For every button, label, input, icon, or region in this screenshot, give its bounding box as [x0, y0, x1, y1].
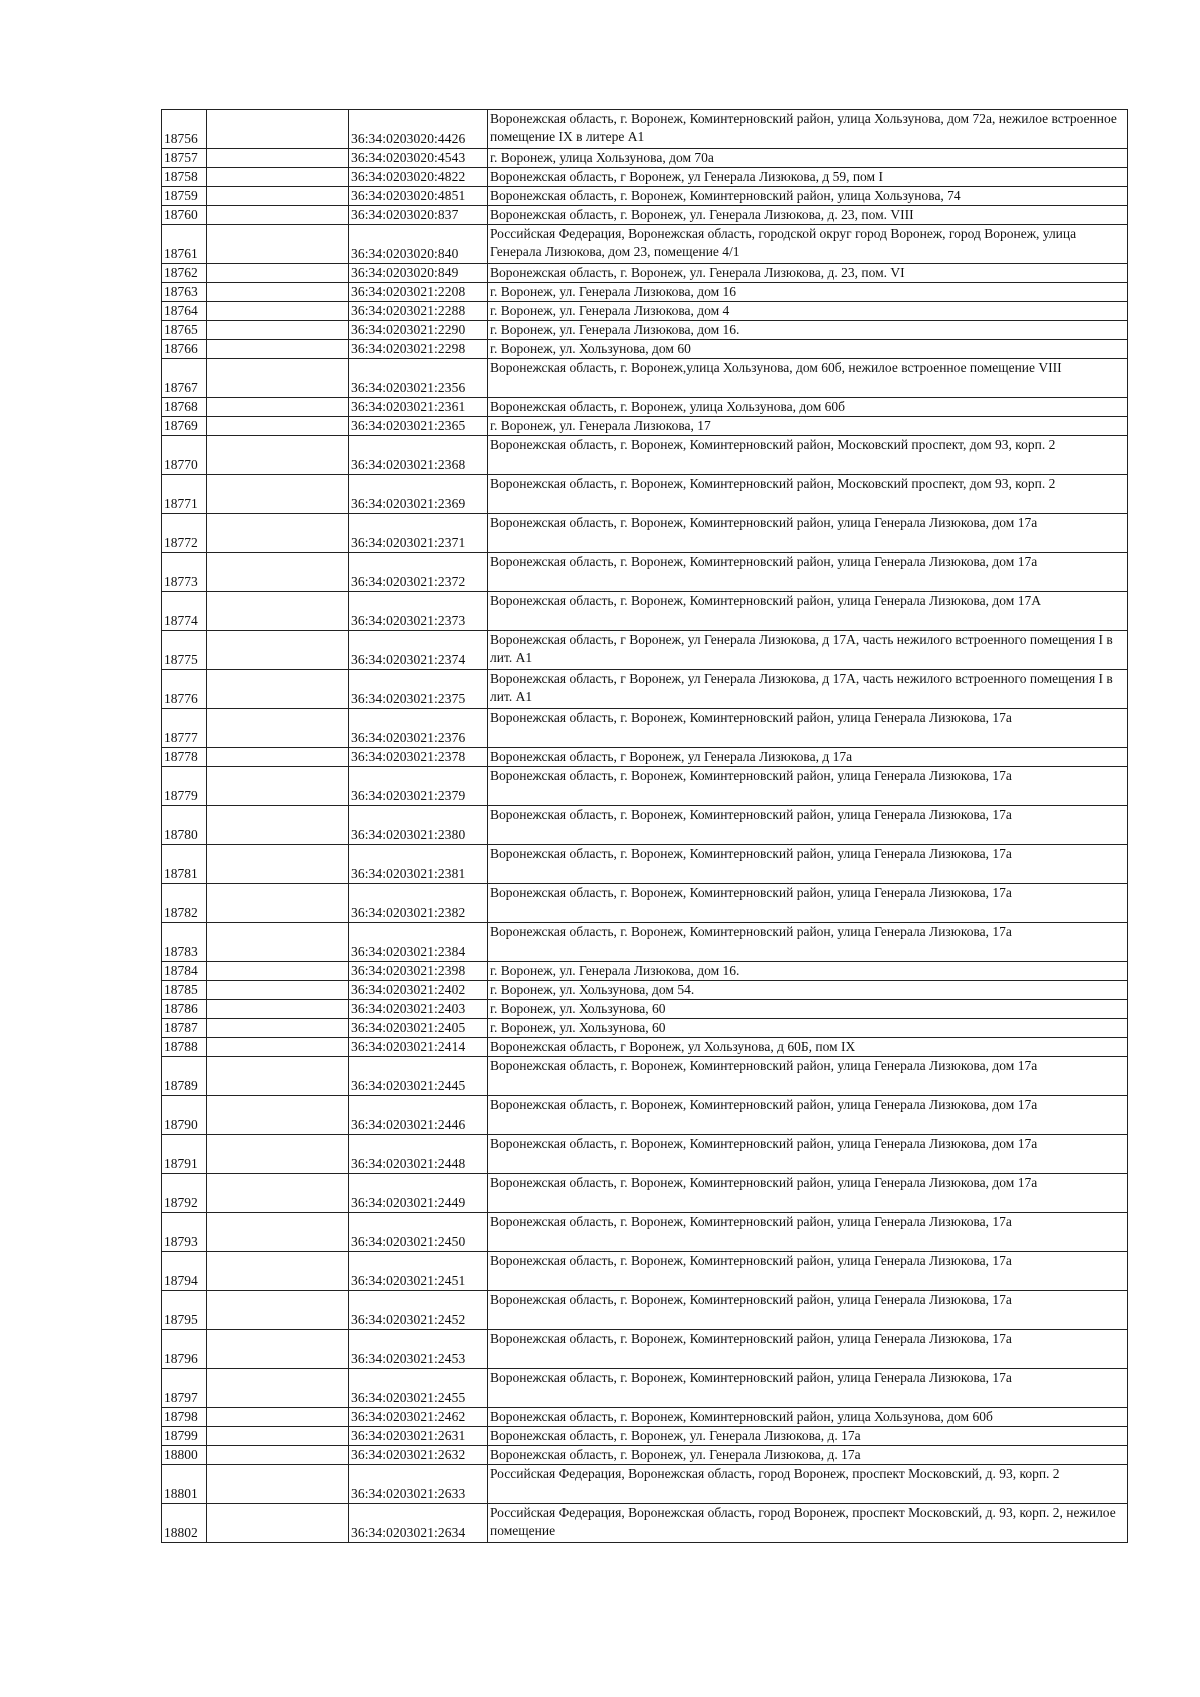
table-row: [162, 1408, 1128, 1427]
record-number-cell: 18786: [162, 1000, 207, 1019]
cadastral-number-cell: 36:34:0203021:2455: [349, 1369, 488, 1408]
record-number-cell: 18759: [162, 187, 207, 206]
table-row: [162, 1135, 1128, 1174]
cadastral-number-cell: 36:34:0203021:2208: [349, 283, 488, 302]
empty-cell: [207, 1330, 349, 1369]
table-row: [162, 436, 1128, 475]
record-number-cell: 18782: [162, 884, 207, 923]
record-number-cell: 18770: [162, 436, 207, 475]
address-cell: Воронежская область, г. Воронеж, Коминтерновский район, улица Генерала Лизюкова, дом 17а: [488, 1057, 1128, 1096]
address-cell: г. Воронеж, ул. Генерала Лизюкова, 17: [488, 417, 1128, 436]
cadastral-number-cell: 36:34:0203021:2298: [349, 340, 488, 359]
table-row: [162, 475, 1128, 514]
table-row: [162, 923, 1128, 962]
cadastral-number-cell: 36:34:0203021:2373: [349, 592, 488, 631]
record-number-cell: 18796: [162, 1330, 207, 1369]
empty-cell: [207, 187, 349, 206]
address-cell: Воронежская область, г Воронеж, ул Хользунова, д 60Б, пом IX: [488, 1038, 1128, 1057]
record-number-cell: 18771: [162, 475, 207, 514]
address-cell: Воронежская область, г. Воронеж, улица Хользунова, дом 60б: [488, 398, 1128, 417]
table-row: [162, 514, 1128, 553]
record-number-cell: 18758: [162, 168, 207, 187]
cadastral-number-cell: 36:34:0203021:2449: [349, 1174, 488, 1213]
address-cell: г. Воронеж, ул. Генерала Лизюкова, дом 16.: [488, 962, 1128, 981]
record-number-cell: 18769: [162, 417, 207, 436]
address-cell: г. Воронеж, ул. Хользунова, 60: [488, 1000, 1128, 1019]
table-row: [162, 398, 1128, 417]
table-row: [162, 748, 1128, 767]
cadastral-number-cell: 36:34:0203021:2451: [349, 1252, 488, 1291]
table-row: [162, 1019, 1128, 1038]
cadastral-number-cell: 36:34:0203021:2462: [349, 1408, 488, 1427]
cadastral-number-cell: 36:34:0203021:2450: [349, 1213, 488, 1252]
cadastral-number-cell: 36:34:0203021:2448: [349, 1135, 488, 1174]
empty-cell: [207, 1504, 349, 1543]
table-row: [162, 1504, 1128, 1543]
table-row: [162, 1252, 1128, 1291]
cadastral-number-cell: 36:34:0203021:2369: [349, 475, 488, 514]
empty-cell: [207, 1427, 349, 1446]
cadastral-number-cell: 36:34:0203020:837: [349, 206, 488, 225]
table-row: [162, 845, 1128, 884]
address-cell: Воронежская область, г Воронеж, ул Генерала Лизюкова, д 17А, часть нежилого встроенного помещения I в лит. А1: [488, 670, 1128, 709]
empty-cell: [207, 884, 349, 923]
address-cell: Воронежская область, г. Воронеж, ул. Генерала Лизюкова, д. 23, пом. VI: [488, 264, 1128, 283]
record-number-cell: 18774: [162, 592, 207, 631]
empty-cell: [207, 981, 349, 1000]
cadastral-number-cell: 36:34:0203021:2379: [349, 767, 488, 806]
record-number-cell: 18766: [162, 340, 207, 359]
address-cell: Воронежская область, г. Воронеж, Коминтерновский район, улица Генерала Лизюкова, дом 17а: [488, 514, 1128, 553]
record-number-cell: 18795: [162, 1291, 207, 1330]
table-row: [162, 767, 1128, 806]
record-number-cell: 18798: [162, 1408, 207, 1427]
cadastral-number-cell: 36:34:0203021:2372: [349, 553, 488, 592]
record-number-cell: 18760: [162, 206, 207, 225]
table-row: [162, 1330, 1128, 1369]
address-cell: г. Воронеж, ул. Генерала Лизюкова, дом 16: [488, 283, 1128, 302]
address-cell: Воронежская область, г. Воронеж, Коминтерновский район, улица Генерала Лизюкова, 17а: [488, 845, 1128, 884]
table-row: [162, 1291, 1128, 1330]
table-row: [162, 359, 1128, 398]
record-number-cell: 18776: [162, 670, 207, 709]
cadastral-number-cell: 36:34:0203021:2288: [349, 302, 488, 321]
address-cell: Российская Федерация, Воронежская область, город Воронеж, проспект Московский, д. 93, корп. 2: [488, 1465, 1128, 1504]
cadastral-number-cell: 36:34:0203021:2405: [349, 1019, 488, 1038]
address-cell: Воронежская область, г. Воронеж,улица Хользунова, дом 60б, нежилое встроенное помещение VIII: [488, 359, 1128, 398]
empty-cell: [207, 1019, 349, 1038]
cadastral-number-cell: 36:34:0203021:2402: [349, 981, 488, 1000]
address-cell: Воронежская область, г. Воронеж, Коминтерновский район, улица Генерала Лизюкова, 17а: [488, 884, 1128, 923]
cadastral-number-cell: 36:34:0203020:4543: [349, 149, 488, 168]
record-number-cell: 18777: [162, 709, 207, 748]
table-row: [162, 302, 1128, 321]
empty-cell: [207, 1135, 349, 1174]
cadastral-number-cell: 36:34:0203020:4426: [349, 110, 488, 149]
table-row: [162, 1057, 1128, 1096]
table-row: [162, 417, 1128, 436]
empty-cell: [207, 1000, 349, 1019]
address-cell: Воронежская область, г. Воронеж, ул. Генерала Лизюкова, д. 17а: [488, 1446, 1128, 1465]
empty-cell: [207, 1213, 349, 1252]
address-cell: Воронежская область, г. Воронеж, Коминтерновский район, Московский проспект, дом 93, корп. 2: [488, 436, 1128, 475]
empty-cell: [207, 302, 349, 321]
record-number-cell: 18802: [162, 1504, 207, 1543]
empty-cell: [207, 923, 349, 962]
table-row: [162, 283, 1128, 302]
table-row: [162, 321, 1128, 340]
record-number-cell: 18763: [162, 283, 207, 302]
record-number-cell: 18781: [162, 845, 207, 884]
cadastral-number-cell: 36:34:0203021:2365: [349, 417, 488, 436]
address-cell: г. Воронеж, ул. Хользунова, 60: [488, 1019, 1128, 1038]
empty-cell: [207, 110, 349, 149]
address-cell: Воронежская область, г. Воронеж, Коминтерновский район, улица Генерала Лизюкова, 17а: [488, 1291, 1128, 1330]
record-number-cell: 18797: [162, 1369, 207, 1408]
record-number-cell: 18801: [162, 1465, 207, 1504]
cadastral-number-cell: 36:34:0203021:2445: [349, 1057, 488, 1096]
empty-cell: [207, 398, 349, 417]
cadastral-number-cell: 36:34:0203021:2634: [349, 1504, 488, 1543]
record-number-cell: 18764: [162, 302, 207, 321]
cadastral-number-cell: 36:34:0203020:840: [349, 225, 488, 264]
cadastral-number-cell: 36:34:0203021:2452: [349, 1291, 488, 1330]
table-row: [162, 1096, 1128, 1135]
cadastral-number-cell: 36:34:0203021:2632: [349, 1446, 488, 1465]
table-row: [162, 206, 1128, 225]
address-cell: Воронежская область, г. Воронеж, Коминтерновский район, улица Хользунова, 74: [488, 187, 1128, 206]
record-number-cell: 18761: [162, 225, 207, 264]
address-cell: Воронежская область, г. Воронеж, Коминтерновский район, улица Генерала Лизюкова, дом 17А: [488, 592, 1128, 631]
table-row: [162, 225, 1128, 264]
address-cell: г. Воронеж, ул. Хользунова, дом 54.: [488, 981, 1128, 1000]
table-row: [162, 1465, 1128, 1504]
table-row: [162, 884, 1128, 923]
table-row: [162, 1369, 1128, 1408]
record-number-cell: 18765: [162, 321, 207, 340]
record-number-cell: 18783: [162, 923, 207, 962]
empty-cell: [207, 670, 349, 709]
empty-cell: [207, 283, 349, 302]
record-number-cell: 18790: [162, 1096, 207, 1135]
cadastral-number-cell: 36:34:0203021:2361: [349, 398, 488, 417]
cadastral-number-cell: 36:34:0203021:2356: [349, 359, 488, 398]
table-row: [162, 149, 1128, 168]
empty-cell: [207, 592, 349, 631]
empty-cell: [207, 1038, 349, 1057]
address-cell: Воронежская область, г. Воронеж, Коминтерновский район, улица Генерала Лизюкова, 17а: [488, 1369, 1128, 1408]
address-cell: Воронежская область, г. Воронеж, Коминтерновский район, улица Генерала Лизюкова, 17а: [488, 923, 1128, 962]
table-row: [162, 264, 1128, 283]
cadastral-number-cell: 36:34:0203021:2398: [349, 962, 488, 981]
record-number-cell: 18785: [162, 981, 207, 1000]
table-row: [162, 631, 1128, 670]
address-cell: Российская Федерация, Воронежская область, городской округ город Воронеж, город Воронеж, улица Генерала Лизюкова, дом 23, помещение 4/1: [488, 225, 1128, 264]
empty-cell: [207, 206, 349, 225]
empty-cell: [207, 806, 349, 845]
empty-cell: [207, 709, 349, 748]
address-cell: Воронежская область, г. Воронеж, Коминтерновский район, улица Генерала Лизюкова, 17а: [488, 767, 1128, 806]
record-number-cell: 18772: [162, 514, 207, 553]
address-cell: Воронежская область, г. Воронеж, Коминтерновский район, улица Генерала Лизюкова, дом 17а: [488, 1174, 1128, 1213]
cadastral-number-cell: 36:34:0203021:2403: [349, 1000, 488, 1019]
empty-cell: [207, 748, 349, 767]
record-number-cell: 18757: [162, 149, 207, 168]
record-number-cell: 18789: [162, 1057, 207, 1096]
record-number-cell: 18792: [162, 1174, 207, 1213]
empty-cell: [207, 514, 349, 553]
empty-cell: [207, 962, 349, 981]
empty-cell: [207, 340, 349, 359]
table-body: [162, 110, 1128, 1543]
empty-cell: [207, 417, 349, 436]
empty-cell: [207, 1096, 349, 1135]
address-cell: Воронежская область, г. Воронеж, ул. Генерала Лизюкова, д. 23, пом. VIII: [488, 206, 1128, 225]
address-cell: Воронежская область, г Воронеж, ул Генерала Лизюкова, д 59, пом I: [488, 168, 1128, 187]
cadastral-number-cell: 36:34:0203021:2633: [349, 1465, 488, 1504]
record-number-cell: 18791: [162, 1135, 207, 1174]
address-cell: г. Воронеж, ул. Генерала Лизюкова, дом 4: [488, 302, 1128, 321]
address-cell: Воронежская область, г Воронеж, ул Генерала Лизюкова, д 17А, часть нежилого встроенного помещения I в лит. А1: [488, 631, 1128, 670]
address-cell: Российская Федерация, Воронежская область, город Воронеж, проспект Московский, д. 93, корп. 2, нежилое помещение: [488, 1504, 1128, 1543]
cadastral-number-cell: 36:34:0203021:2631: [349, 1427, 488, 1446]
cadastral-number-cell: 36:34:0203021:2368: [349, 436, 488, 475]
empty-cell: [207, 1291, 349, 1330]
table-row: [162, 962, 1128, 981]
record-number-cell: 18778: [162, 748, 207, 767]
record-number-cell: 18800: [162, 1446, 207, 1465]
table-row: [162, 1000, 1128, 1019]
empty-cell: [207, 475, 349, 514]
address-cell: Воронежская область, г Воронеж, ул Генерала Лизюкова, д 17а: [488, 748, 1128, 767]
empty-cell: [207, 321, 349, 340]
table-row: [162, 168, 1128, 187]
empty-cell: [207, 1369, 349, 1408]
empty-cell: [207, 631, 349, 670]
empty-cell: [207, 1446, 349, 1465]
table-row: [162, 553, 1128, 592]
cadastral-number-cell: 36:34:0203021:2446: [349, 1096, 488, 1135]
table-row: [162, 709, 1128, 748]
cadastral-number-cell: 36:34:0203021:2414: [349, 1038, 488, 1057]
address-cell: Воронежская область, г. Воронеж, Коминтерновский район, улица Генерала Лизюкова, 17а: [488, 806, 1128, 845]
empty-cell: [207, 1252, 349, 1291]
empty-cell: [207, 149, 349, 168]
empty-cell: [207, 264, 349, 283]
cadastral-number-cell: 36:34:0203020:4822: [349, 168, 488, 187]
table-row: [162, 981, 1128, 1000]
table-row: [162, 1174, 1128, 1213]
cadastral-number-cell: 36:34:0203021:2376: [349, 709, 488, 748]
empty-cell: [207, 1408, 349, 1427]
record-number-cell: 18793: [162, 1213, 207, 1252]
record-number-cell: 18762: [162, 264, 207, 283]
table-row: [162, 806, 1128, 845]
empty-cell: [207, 225, 349, 264]
cadastral-number-cell: 36:34:0203021:2384: [349, 923, 488, 962]
cadastral-number-cell: 36:34:0203021:2378: [349, 748, 488, 767]
cadastral-number-cell: 36:34:0203020:849: [349, 264, 488, 283]
empty-cell: [207, 845, 349, 884]
table-row: [162, 592, 1128, 631]
address-cell: Воронежская область, г. Воронеж, Коминтерновский район, улица Генерала Лизюкова, дом 17а: [488, 553, 1128, 592]
address-cell: Воронежская область, г. Воронеж, Коминтерновский район, улица Хользунова, дом 72а, нежилое встроенное помещение IX в литере А1: [488, 110, 1128, 149]
record-number-cell: 18780: [162, 806, 207, 845]
cadastral-number-cell: 36:34:0203021:2371: [349, 514, 488, 553]
table-row: [162, 1038, 1128, 1057]
record-number-cell: 18799: [162, 1427, 207, 1446]
address-cell: Воронежская область, г. Воронеж, Коминтерновский район, Московский проспект, дом 93, корп. 2: [488, 475, 1128, 514]
empty-cell: [207, 1057, 349, 1096]
empty-cell: [207, 359, 349, 398]
empty-cell: [207, 436, 349, 475]
record-number-cell: 18779: [162, 767, 207, 806]
empty-cell: [207, 1174, 349, 1213]
table-row: [162, 1427, 1128, 1446]
table-row: [162, 340, 1128, 359]
record-number-cell: 18768: [162, 398, 207, 417]
empty-cell: [207, 1465, 349, 1504]
cadastral-number-cell: 36:34:0203021:2381: [349, 845, 488, 884]
address-cell: Воронежская область, г. Воронеж, Коминтерновский район, улица Генерала Лизюкова, дом 17а: [488, 1096, 1128, 1135]
address-cell: Воронежская область, г. Воронеж, Коминтерновский район, улица Генерала Лизюкова, 17а: [488, 1330, 1128, 1369]
cadastral-number-cell: 36:34:0203021:2382: [349, 884, 488, 923]
table-row: [162, 110, 1128, 149]
empty-cell: [207, 553, 349, 592]
cadastral-register-table: [161, 109, 1128, 1543]
record-number-cell: 18787: [162, 1019, 207, 1038]
record-number-cell: 18788: [162, 1038, 207, 1057]
cadastral-number-cell: 36:34:0203021:2380: [349, 806, 488, 845]
address-cell: Воронежская область, г. Воронеж, Коминтерновский район, улица Хользунова, дом 60б: [488, 1408, 1128, 1427]
address-cell: г. Воронеж, ул. Генерала Лизюкова, дом 16.: [488, 321, 1128, 340]
cadastral-number-cell: 36:34:0203021:2374: [349, 631, 488, 670]
record-number-cell: 18756: [162, 110, 207, 149]
address-cell: Воронежская область, г. Воронеж, Коминтерновский район, улица Генерала Лизюкова, дом 17а: [488, 1135, 1128, 1174]
empty-cell: [207, 767, 349, 806]
record-number-cell: 18784: [162, 962, 207, 981]
record-number-cell: 18767: [162, 359, 207, 398]
cadastral-number-cell: 36:34:0203021:2375: [349, 670, 488, 709]
address-cell: Воронежская область, г. Воронеж, Коминтерновский район, улица Генерала Лизюкова, 17а: [488, 1213, 1128, 1252]
cadastral-number-cell: 36:34:0203020:4851: [349, 187, 488, 206]
table-row: [162, 1213, 1128, 1252]
record-number-cell: 18773: [162, 553, 207, 592]
record-number-cell: 18794: [162, 1252, 207, 1291]
table-row: [162, 1446, 1128, 1465]
address-cell: Воронежская область, г. Воронеж, Коминтерновский район, улица Генерала Лизюкова, 17а: [488, 1252, 1128, 1291]
address-cell: г. Воронеж, ул. Хользунова, дом 60: [488, 340, 1128, 359]
table-row: [162, 670, 1128, 709]
address-cell: г. Воронеж, улица Хользунова, дом 70а: [488, 149, 1128, 168]
cadastral-number-cell: 36:34:0203021:2290: [349, 321, 488, 340]
record-number-cell: 18775: [162, 631, 207, 670]
address-cell: Воронежская область, г. Воронеж, Коминтерновский район, улица Генерала Лизюкова, 17а: [488, 709, 1128, 748]
address-cell: Воронежская область, г. Воронеж, ул. Генерала Лизюкова, д. 17а: [488, 1427, 1128, 1446]
empty-cell: [207, 168, 349, 187]
cadastral-number-cell: 36:34:0203021:2453: [349, 1330, 488, 1369]
table-row: [162, 187, 1128, 206]
